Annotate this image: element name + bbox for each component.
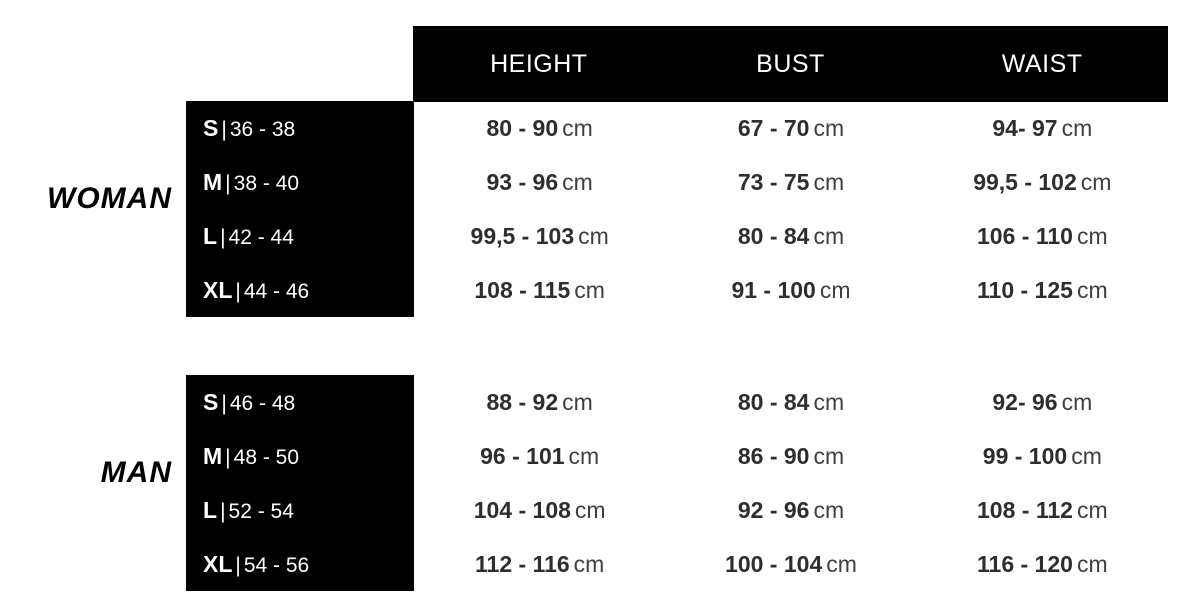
size-separator: | xyxy=(220,225,226,249)
size-range: 48 - 50 xyxy=(233,445,300,469)
size-cell xyxy=(186,389,414,416)
height-value: 93 - 96 cm xyxy=(486,168,593,195)
table-row xyxy=(186,375,1168,429)
size-cell xyxy=(186,551,414,578)
waist-value: 99 - 100 cm xyxy=(982,442,1102,469)
table-row xyxy=(186,209,1168,263)
table-row xyxy=(186,155,1168,209)
size-separator: | xyxy=(225,171,231,195)
bust-value: 73 - 75 cm xyxy=(737,168,845,195)
woman-rows xyxy=(186,101,1168,317)
table-row xyxy=(186,263,1168,317)
size-label: L xyxy=(203,222,218,249)
size-separator: | xyxy=(235,279,241,303)
height-value: 99,5 - 103 cm xyxy=(470,222,609,249)
size-range: 36 - 38 xyxy=(229,117,296,141)
size-separator: | xyxy=(221,117,227,141)
size-separator: | xyxy=(225,445,231,469)
column-header-height: HEIGHT xyxy=(490,49,588,78)
bust-value: 100 - 104 cm xyxy=(725,550,857,577)
size-range: 42 - 44 xyxy=(228,225,294,249)
table-row xyxy=(186,101,1168,155)
man-rows xyxy=(186,375,1168,591)
table-row xyxy=(186,483,1168,537)
size-label: M xyxy=(203,442,223,469)
group-label-woman: WOMAN xyxy=(47,182,172,215)
bust-value: 80 - 84 cm xyxy=(737,222,845,249)
waist-value: 108 - 112 cm xyxy=(977,496,1108,523)
size-cell xyxy=(186,277,414,304)
size-range: 38 - 40 xyxy=(233,171,300,195)
size-cell xyxy=(186,443,414,470)
waist-value: 92- 96 cm xyxy=(992,388,1093,415)
waist-value: 110 - 125 cm xyxy=(977,276,1108,303)
group-label-man: MAN xyxy=(100,456,172,489)
size-label: L xyxy=(203,496,218,523)
height-value: 88 - 92 cm xyxy=(486,388,593,415)
size-cell xyxy=(186,497,414,524)
bust-value: 91 - 100 cm xyxy=(731,276,851,303)
size-separator: | xyxy=(235,553,241,577)
size-cell xyxy=(186,115,414,142)
height-value: 96 - 101 cm xyxy=(480,442,600,469)
size-cell xyxy=(186,223,414,250)
bust-value: 67 - 70 cm xyxy=(737,114,845,141)
size-label: M xyxy=(203,168,223,195)
table-row xyxy=(186,537,1168,591)
size-label: XL xyxy=(203,550,233,577)
column-header-row xyxy=(413,26,1168,102)
size-range: 46 - 48 xyxy=(229,391,296,415)
bust-value: 80 - 84 cm xyxy=(737,388,845,415)
size-range: 54 - 56 xyxy=(243,553,310,577)
column-header-bust: BUST xyxy=(756,49,825,78)
bust-value: 92 - 96 cm xyxy=(737,496,845,523)
size-range: 52 - 54 xyxy=(228,499,294,523)
height-value: 80 - 90 cm xyxy=(486,114,593,141)
height-value: 112 - 116 cm xyxy=(475,550,605,577)
size-separator: | xyxy=(220,499,226,523)
waist-value: 94- 97 cm xyxy=(992,114,1093,141)
table-row xyxy=(186,429,1168,483)
size-label: S xyxy=(203,114,219,141)
waist-value: 106 - 110 cm xyxy=(977,222,1108,249)
size-cell xyxy=(186,169,414,196)
waist-value: 116 - 120 cm xyxy=(977,550,1108,577)
size-label: XL xyxy=(203,276,233,303)
size-separator: | xyxy=(221,391,227,415)
size-range: 44 - 46 xyxy=(243,279,310,303)
waist-value: 99,5 - 102 cm xyxy=(973,168,1112,195)
height-value: 108 - 115 cm xyxy=(474,276,605,303)
column-header-waist: WAIST xyxy=(1001,49,1083,78)
bust-value: 86 - 90 cm xyxy=(737,442,845,469)
size-label: S xyxy=(203,388,219,415)
height-value: 104 - 108 cm xyxy=(473,496,606,523)
